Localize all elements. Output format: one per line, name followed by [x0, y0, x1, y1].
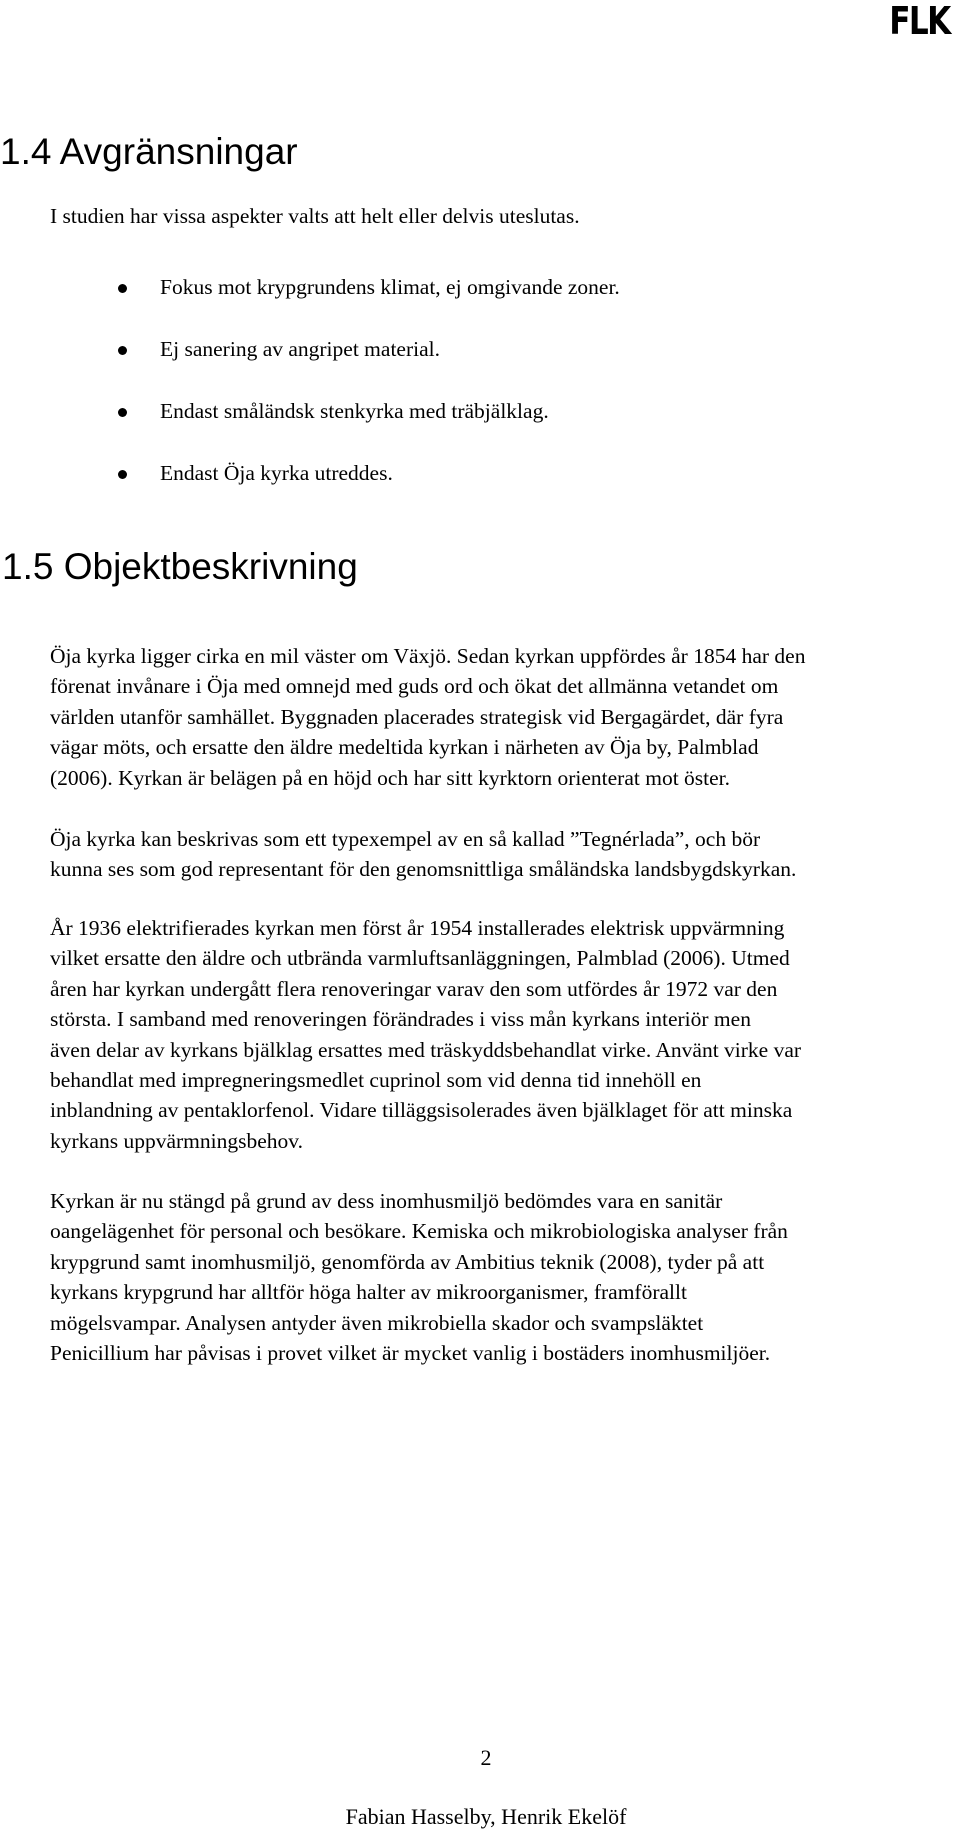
text-line: Kyrkan är nu stängd på grund av dess inomhusmiljö bedömdes vara en sanitär — [50, 1189, 723, 1213]
bullet-icon — [118, 408, 127, 417]
bullet-icon — [118, 346, 127, 355]
text-line: Öja kyrka ligger cirka en mil väster om Växjö. Sedan kyrkan uppfördes år 1854 har den — [50, 644, 806, 668]
list-item-text: Endast Öja kyrka utreddes. — [160, 461, 393, 485]
footer-authors: Fabian Hasselby, Henrik Ekelöf — [345, 1804, 627, 1829]
text-line: År 1936 elektrifierades kyrkan men först år 1954 installerades elektrisk uppvärmning — [50, 916, 785, 940]
list-item-text: Fokus mot krypgrundens klimat, ej omgivande zoner. — [160, 275, 620, 299]
list-item-text: Endast småländsk stenkyrka med träbjälklag. — [160, 399, 549, 423]
list-item — [160, 339, 440, 361]
paragraph-history — [50, 913, 950, 1156]
section-heading-avgransningar: 1.4 Avgränsningar — [0, 131, 298, 172]
text-line: oangelägenhet för personal och besökare. Kemiska och mikrobiologiska analyser från — [50, 1219, 788, 1244]
list-item-text: Ej sanering av angripet material. — [160, 337, 440, 361]
page-number: 2 — [480, 1745, 492, 1770]
text-line: kunna ses som god representant för den genomsnittliga småländska landsbygdskyrkan. — [50, 857, 797, 882]
text-line: Öja kyrka kan beskrivas som ett typexempel av en så kallad ”Tegnérlada”, och bör — [50, 827, 761, 851]
text-line: behandlat med impregneringsmedlet cuprinol som vid denna tid innehöll en — [50, 1068, 702, 1093]
text-line: (2006). Kyrkan är belägen på en höjd och har sitt kyrktorn orienterat mot öster. — [50, 765, 731, 790]
paragraph-type — [50, 824, 950, 885]
text-line: Penicillium har påvisas i provet vilket är mycket vanlig i bostäders inomhusmiljöer. — [50, 1341, 771, 1366]
text-line: kyrkans krypgrund har alltför höga halter av mikroorganismer, framförallt — [50, 1280, 687, 1305]
text-line: vilket ersatte den äldre och utbrända varmluftsanläggningen, Palmblad (2006). Utmed — [50, 946, 790, 971]
text-line: största. I samband med renoveringen förändrades i viss mån kyrkans interiör men — [50, 1007, 751, 1032]
section-intro: I studien har vissa aspekter valts att helt eller delvis uteslutas. — [50, 204, 580, 228]
text-line: åren har kyrkan undergått flera renoveringar varav den som utfördes år 1972 var den — [50, 976, 778, 1001]
text-line: vägar möts, och ersatte den äldre medeltida kyrkan i närheten av Öja by, Palmblad — [50, 735, 759, 760]
section-heading-objektbeskrivning: 1.5 Objektbeskrivning — [2, 546, 358, 587]
flk-logo: FLK — [889, 0, 950, 43]
list-item — [160, 463, 393, 485]
text-line: världen utanför samhället. Byggnaden placerades strategisk vid Bergagärdet, där fyra — [50, 704, 784, 729]
list-item — [160, 277, 620, 299]
text-line: även delar av kyrkans bjälklag ersattes med träskyddsbehandlat virke. Använt virke var — [50, 1037, 802, 1062]
text-line: mögelsvampar. Analysen antyder även mikrobiella skador och svampsläktet — [50, 1310, 704, 1335]
text-line: förenat invånare i Öja med omnejd med guds ord och ökat det allmänna vetandet om — [50, 674, 779, 699]
bullet-icon — [118, 470, 127, 479]
text-line: krypgrund samt inomhusmiljö, genomförda av Ambitius teknik (2008), tyder på att — [50, 1249, 765, 1274]
text-line: kyrkans uppvärmningsbehov. — [50, 1128, 303, 1153]
text-line: inblandning av pentaklorfenol. Vidare tilläggsisolerades även bjälklaget för att minska — [50, 1098, 793, 1123]
bullet-icon — [118, 284, 127, 293]
list-item — [160, 401, 549, 423]
paragraph-status — [50, 1186, 950, 1368]
paragraph-location — [50, 641, 950, 793]
